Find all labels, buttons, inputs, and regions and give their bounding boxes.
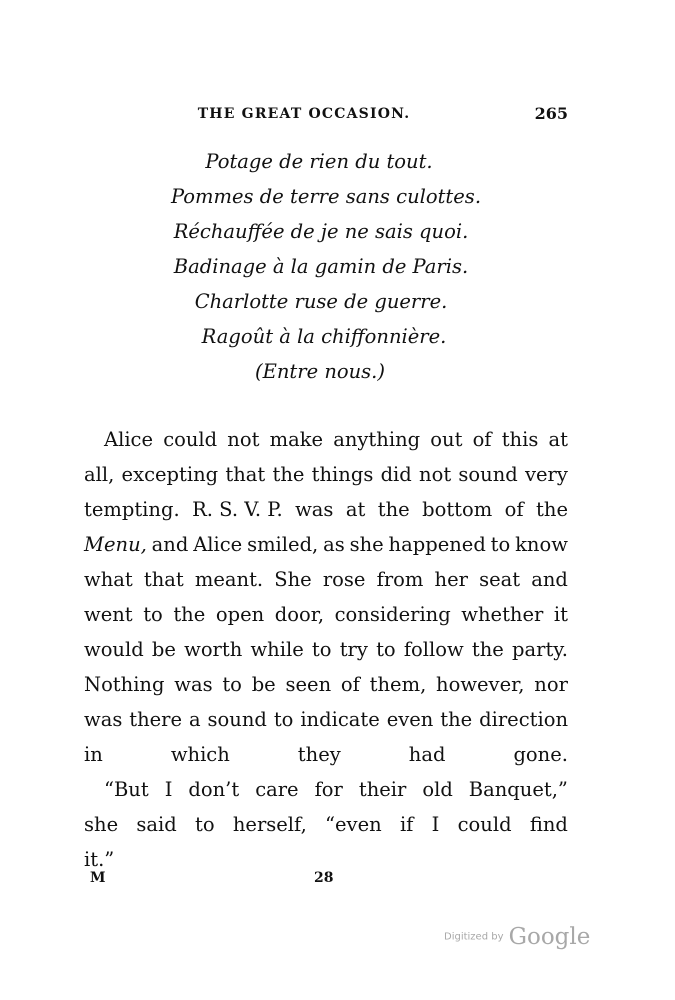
word: Banquet,”	[468, 778, 568, 801]
menu-item: Charlotte ruse de guerre.	[194, 290, 448, 313]
word: from	[376, 568, 424, 591]
word: to	[143, 603, 163, 626]
word: “even	[325, 813, 382, 836]
menu-item: Réchauffée de je ne sais quoi.	[173, 220, 469, 243]
page-number: 265	[534, 104, 568, 123]
word: the	[471, 638, 504, 661]
menu-item: (Entre nous.)	[255, 360, 385, 383]
word: Alice	[193, 533, 243, 556]
signature-line	[84, 870, 568, 890]
text-line	[84, 457, 568, 492]
text-line	[84, 632, 568, 667]
word: to	[376, 638, 396, 661]
word: to	[273, 708, 294, 731]
text-line	[84, 702, 568, 737]
word: went	[84, 603, 133, 626]
word: while	[250, 638, 304, 661]
word: it	[553, 603, 568, 626]
digitized-watermark	[444, 924, 590, 954]
word: what	[84, 568, 133, 591]
word: “But	[104, 778, 149, 801]
menu-item: Badinage à la gamin de Paris.	[173, 255, 469, 278]
word: even	[386, 708, 434, 731]
text-line	[84, 527, 568, 562]
word: she	[84, 813, 119, 836]
word: considering	[334, 603, 451, 626]
word: she	[349, 533, 384, 556]
word: them,	[369, 673, 427, 696]
word: of	[472, 428, 492, 451]
word: be	[151, 638, 176, 661]
word: things	[311, 463, 374, 486]
menu-item: Potage de rien du tout.	[205, 150, 433, 173]
word: to	[222, 673, 242, 696]
word: to	[311, 638, 332, 661]
word: sound	[458, 463, 518, 486]
word: follow	[403, 638, 464, 661]
word: of	[340, 673, 360, 696]
word: it.”	[84, 848, 115, 871]
word: in	[84, 743, 103, 766]
word: their	[358, 778, 407, 801]
word: Menu,	[84, 533, 147, 556]
word: did	[380, 463, 412, 486]
word: was	[295, 498, 334, 521]
menu-item: Ragoût à la chiffonnière.	[201, 325, 447, 348]
word: party.	[512, 638, 568, 661]
word: seen	[285, 673, 332, 696]
word: however,	[436, 673, 525, 696]
word: R. S. V. P.	[192, 498, 283, 521]
word: try	[339, 638, 368, 661]
word: could	[457, 813, 512, 836]
word: indicate	[300, 708, 380, 731]
word: was	[174, 673, 213, 696]
word: of	[504, 498, 524, 521]
word: the	[272, 463, 305, 486]
word: there	[129, 708, 183, 731]
word: could	[163, 428, 218, 451]
word: the	[377, 498, 410, 521]
word: as	[323, 533, 345, 556]
text-line	[84, 772, 568, 807]
text-line	[84, 667, 568, 702]
word: for	[314, 778, 343, 801]
word: at	[548, 428, 568, 451]
text-line	[84, 597, 568, 632]
word: the	[440, 708, 473, 731]
word: the	[173, 603, 206, 626]
google-logo: Google	[508, 924, 591, 950]
word: open	[215, 603, 265, 626]
text-line	[84, 807, 568, 842]
word: was	[84, 708, 123, 731]
word: smiled,	[247, 533, 319, 556]
word: and	[151, 533, 189, 556]
text-line	[84, 492, 568, 527]
word: to	[490, 533, 511, 556]
word: tempting.	[84, 498, 180, 521]
text-line	[84, 737, 568, 772]
running-head-title: THE GREAT OCCASION.	[197, 106, 411, 122]
word: meant.	[194, 568, 264, 591]
word: said	[136, 813, 177, 836]
word: don’t	[188, 778, 240, 801]
word: find	[529, 813, 568, 836]
text-line	[84, 562, 568, 597]
word: out	[430, 428, 463, 451]
word: and	[531, 568, 568, 591]
word: Alice	[104, 428, 154, 451]
word: door,	[274, 603, 325, 626]
word: a	[188, 708, 201, 731]
word: sound	[207, 708, 267, 731]
word: at	[345, 498, 366, 521]
word: be	[251, 673, 276, 696]
word: I	[164, 778, 173, 801]
menu-item: Pommes de terre sans culottes.	[170, 185, 482, 208]
running-head	[84, 104, 568, 126]
signature-mark: M	[90, 870, 106, 886]
word: this	[501, 428, 539, 451]
word: herself,	[232, 813, 307, 836]
word: make	[269, 428, 324, 451]
word: excepting	[121, 463, 219, 486]
body-text	[84, 422, 568, 877]
word: not	[227, 428, 260, 451]
word: worth	[184, 638, 243, 661]
word: very	[524, 463, 568, 486]
text-line	[84, 422, 568, 457]
word: seat	[479, 568, 521, 591]
word: anything	[333, 428, 421, 451]
word: bottom	[422, 498, 493, 521]
menu-list	[84, 144, 568, 389]
word: nor	[534, 673, 568, 696]
word: not	[419, 463, 452, 486]
word: if	[399, 813, 414, 836]
word: would	[84, 638, 144, 661]
word: had	[408, 743, 446, 766]
word: the	[536, 498, 568, 521]
word: Nothing	[84, 673, 165, 696]
word: all,	[84, 463, 115, 486]
word: which	[170, 743, 230, 766]
word: direction	[479, 708, 568, 731]
word: that	[225, 463, 266, 486]
word: her	[434, 568, 468, 591]
watermark-prefix: Digitized by	[444, 931, 504, 943]
word: whether	[461, 603, 544, 626]
word: happened	[388, 533, 486, 556]
word: know	[515, 533, 568, 556]
word: they	[297, 743, 341, 766]
word: I	[431, 813, 440, 836]
word: gone.	[513, 743, 568, 766]
word: that	[143, 568, 184, 591]
word: to	[195, 813, 215, 836]
word: She	[274, 568, 312, 591]
word: care	[255, 778, 299, 801]
signature-number: 28	[314, 870, 334, 886]
word: rose	[322, 568, 366, 591]
word: old	[422, 778, 453, 801]
